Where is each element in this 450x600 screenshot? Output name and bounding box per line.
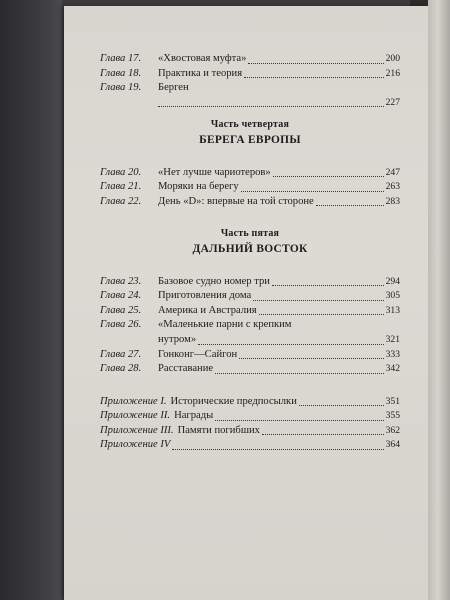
background-left <box>0 0 62 600</box>
page-number: 355 <box>385 410 400 422</box>
dot-leader <box>198 343 383 345</box>
toc-entry[interactable] <box>100 67 400 82</box>
chapter-title: Расставание <box>158 363 214 375</box>
chapter-title: «Маленькие парни с крепким <box>158 319 292 331</box>
toc-entry[interactable] <box>100 362 400 377</box>
dot-leader <box>273 175 384 177</box>
chapter-title: Базовое судно номер три <box>158 275 270 287</box>
toc-entry[interactable] <box>100 438 400 453</box>
toc-continuation <box>100 96 400 111</box>
dot-leader <box>158 105 384 107</box>
appendix-label: Приложение III. <box>100 424 174 436</box>
page-number: 321 <box>385 333 400 345</box>
page-number: 333 <box>385 348 400 360</box>
appendix-label: Приложение I. <box>100 395 167 407</box>
toc-entry[interactable] <box>100 395 400 410</box>
chapter-label: Глава 26. <box>100 319 142 331</box>
page-number: 313 <box>385 304 400 316</box>
part-label: Часть четвертая <box>210 119 290 131</box>
page-number: 351 <box>385 395 400 407</box>
dot-leader <box>259 313 384 315</box>
dot-leader <box>215 372 384 374</box>
chapter-label: Глава 18. <box>100 67 142 79</box>
dot-leader <box>248 62 383 64</box>
dot-leader <box>172 448 383 450</box>
chapter-label: Глава 21. <box>100 181 142 193</box>
appendix-title: Памяти погибших <box>177 424 260 436</box>
dot-leader <box>299 404 384 406</box>
toc-entry[interactable] <box>100 52 400 67</box>
toc-entry[interactable] <box>100 166 400 181</box>
dot-leader <box>272 284 384 286</box>
page-number: 227 <box>385 96 400 108</box>
page-number: 283 <box>385 195 400 207</box>
chapter-label: Глава 17. <box>100 53 142 64</box>
toc-continuation <box>100 333 400 348</box>
appendix-title: Исторические предпосылки <box>170 395 297 407</box>
toc-entry[interactable] <box>100 180 400 195</box>
chapter-title: Берген <box>158 82 189 94</box>
toc-entry[interactable] <box>100 275 400 290</box>
part-title: ДАЛЬНИЙ ВОСТОК <box>192 242 308 255</box>
page-number: 247 <box>385 166 400 178</box>
dot-leader <box>262 433 384 435</box>
book-spine <box>428 0 450 600</box>
chapter-title: Приготовления дома <box>158 290 252 302</box>
dot-leader <box>215 419 383 421</box>
toc-entry[interactable] <box>100 318 400 333</box>
chapter-label: Глава 24. <box>100 290 142 302</box>
chapter-title: «Хвостовая муфта» <box>158 53 247 64</box>
toc-entry[interactable] <box>100 424 400 439</box>
page-number: 216 <box>385 67 400 79</box>
chapter-label: Глава 25. <box>100 304 142 316</box>
appendix-label: Приложение II. <box>100 410 171 422</box>
chapter-title-continued: нутром» <box>158 333 197 345</box>
toc-entry[interactable] <box>100 348 400 363</box>
dot-leader <box>253 299 383 301</box>
page-number: 364 <box>385 439 400 451</box>
chapter-label: Глава 28. <box>100 363 142 375</box>
page-number: 305 <box>385 290 400 302</box>
chapter-title: День «D»: впервые на той стороне <box>158 195 314 207</box>
toc-entry[interactable] <box>100 304 400 319</box>
page-number: 362 <box>385 424 400 436</box>
part-title: БЕРЕГА ЕВРОПЫ <box>199 133 301 146</box>
part-label: Часть пятая <box>220 228 280 240</box>
toc-entry[interactable] <box>100 81 400 96</box>
toc-entry[interactable] <box>100 409 400 424</box>
chapter-title: Америка и Австралия <box>158 304 257 316</box>
appendix-label: Приложение IV <box>100 439 171 451</box>
chapter-label: Глава 20. <box>100 166 142 178</box>
toc-entry[interactable] <box>100 195 400 210</box>
dot-leader <box>239 357 383 359</box>
page-number: 294 <box>385 275 400 287</box>
chapter-title: «Нет лучше чариотеров» <box>158 166 271 178</box>
chapter-title: Гонконг—Сайгон <box>158 348 238 360</box>
chapter-title: Моряки на берегу <box>158 181 239 193</box>
page-number: 342 <box>385 363 400 375</box>
dot-leader <box>244 76 384 78</box>
chapter-label: Глава 27. <box>100 348 142 360</box>
dot-leader <box>316 204 384 206</box>
chapter-label: Глава 19. <box>100 82 142 94</box>
page-number: 200 <box>385 53 400 64</box>
appendix-title: Награды <box>174 410 214 422</box>
dot-leader <box>241 190 384 192</box>
chapter-label: Глава 23. <box>100 275 142 287</box>
page-number: 263 <box>385 181 400 193</box>
toc-entry[interactable] <box>100 289 400 304</box>
chapter-label: Глава 22. <box>100 195 142 207</box>
table-of-contents <box>100 52 400 453</box>
chapter-title: Практика и теория <box>158 67 243 79</box>
